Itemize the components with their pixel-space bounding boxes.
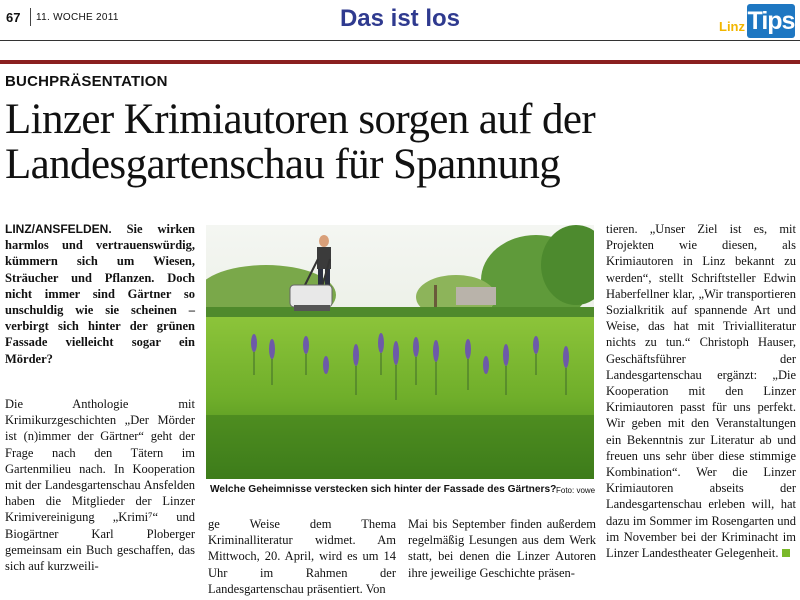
page-number: 67	[6, 10, 21, 25]
body-text-1: Die Anthologie mit Krimikurzgeschichten „Der Mörder ist (n)immer der Gärtner“ geht der Frage nach den Tätern im Gartenmilieu nach. In Kooperation mit der Landesgartenschau Ansfelden haben die Mitglieder der Linzer Krimivereinigung „Krimi⁷“ und Biogärtner Karl Ploberger gemeinsam ein Buch geschaffen, das sich auf kurzweili-	[5, 397, 195, 574]
article-headline	[5, 97, 800, 187]
article-lead	[5, 221, 195, 367]
headline-line-1: Linzer Krimiautoren sorgen auf der	[5, 96, 596, 143]
body-column-3	[408, 516, 596, 581]
brand-city: Linz	[719, 19, 745, 34]
issue-label: 11. WOCHE 2011	[36, 12, 119, 23]
body-column-4	[606, 221, 796, 561]
photo-credit: Foto: vowe	[556, 486, 596, 495]
lead-text: Sie wirken harmlos und vertrauenswürdig, kümmern sich um Wiesen, Sträucher und Pflanzen. Doch nicht immer sind Gärtner so unschuldig wie sie scheinen – verbirgt sich hinter der grünen Fassade vielleicht sogar ein Mörder?	[5, 222, 195, 366]
section-title: Das ist los	[339, 5, 461, 32]
section-rule	[0, 60, 800, 64]
body-column-1	[5, 396, 195, 574]
end-mark-icon	[782, 549, 790, 557]
body-text-2: ge Weise dem Thema Kriminalliteratur widmet. Am Mittwoch, 20. April, wird es um 14 Uhr im Rahmen der Landesgartenschau präsentiert. Von	[208, 517, 396, 596]
photo-caption: Welche Geheimnisse verstecken sich hinter der Fassade des Gärtners?	[210, 484, 557, 495]
article-photo	[206, 225, 594, 479]
header-rule	[0, 40, 800, 41]
dateline: LINZ/ANSFELDEN.	[5, 222, 112, 236]
headline-line-2: Landesgartenschau für Spannung	[5, 141, 561, 188]
body-column-2	[208, 516, 396, 597]
article-kicker: BUCHPRÄSENTATION	[5, 73, 168, 90]
body-text-3: Mai bis September finden außerdem regelmäßig Lesungen aus dem Werk statt, bei denen die Linzer Autoren ihre jeweilige Geschichte präsen-	[408, 517, 596, 580]
garden-photo-illustration	[206, 225, 594, 479]
body-text-4: tieren. „Unser Ziel ist es, mit Projekten wie diesen, als Krimiautoren in Linz bekannt zu werden“, stellt Schriftsteller Edwin Haberfellner klar, „Wir transportieren Sozialkritik auf spannende Art und Weise, das hat mit Trivialliteratur nichts zu tun.“ Christoph Hauser, Geschäftsführer der Landesgartenschau ergänzt: „Die Kooperation mit den Linzer Krimiautoren passt für uns perfekt. Wir geben mit den Veranstaltungen ein Bekenntnis zur Literatur ab und freuen uns sehr über diese stimmige Kombination“. Wer die Linzer Krimiautoren abseits der Landesgartenschau erleben will, hat dazu im Sommer im Rosengarten und im November bei der Kriminacht im Linzer Landestheater Gelegenheit.	[606, 222, 796, 561]
tips-logo: Tips	[747, 4, 795, 38]
